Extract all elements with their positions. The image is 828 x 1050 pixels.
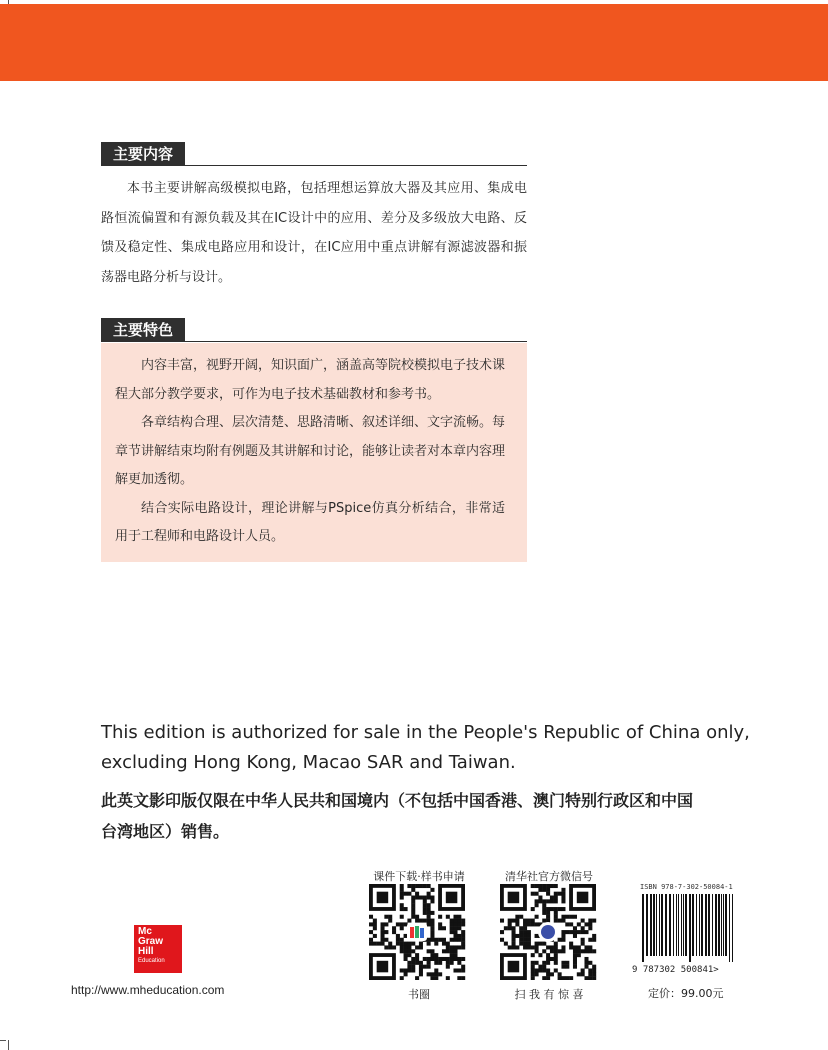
feature-paragraph: 各章结构合理、层次清楚、思路清晰、叙述详细、文字流畅。每章节讲解结束均附有例题及其讲解和讨论，能够让读者对本章内容理解更加透彻。	[115, 415, 506, 487]
logo-text: Graw	[138, 936, 164, 947]
feature-paragraph: 内容丰富，视野开阔，知识面广，涵盖高等院校模拟电子技术课程大部分教学要求，可作为电子技术基础教材和参考书。	[115, 358, 506, 402]
logo-text: Hill	[138, 946, 154, 957]
mcgraw-hill-logo	[134, 925, 182, 973]
features-label: 主要特色	[101, 318, 185, 342]
logo-text: Mc	[138, 926, 152, 937]
main-content-text: 本书主要讲解高级模拟电路，包括理想运算放大器及其应用、集成电路恒流偏置和有源负载及其在IC设计中的应用、差分及多级放大电路、反馈及稳定性、集成电路应用和设计，在IC应用中重点讲解有源滤波器和振荡器电路分析与设计。	[101, 181, 527, 285]
features-box	[101, 343, 527, 562]
main-content-rule	[101, 165, 527, 166]
feature-paragraph: 结合实际电路设计，理论讲解与PSpice仿真分析结合，非常适用于工程师和电路设计人员。	[115, 500, 505, 544]
qr-wechat-title: 清华社官方微信号	[505, 870, 593, 883]
publisher-url: http://www.mheducation.com	[71, 983, 225, 997]
isbn-number-line: 9 787302 500841>	[632, 965, 719, 975]
features-rule	[101, 341, 527, 342]
notice-english-line-1: This edition is authorized for sale in the People's Republic of China only,	[101, 722, 750, 743]
price-label: 定价：99.00元	[648, 987, 724, 1000]
qr-courseware-title: 课件下载·样书申请	[373, 870, 465, 883]
crop-mark-bottom-left-h	[0, 1040, 6, 1041]
cover-top-band	[0, 4, 828, 81]
qr-courseware-caption: 书圈	[408, 988, 430, 1001]
book-stack-icon	[407, 923, 427, 941]
isbn-barcode	[640, 894, 736, 962]
logo-text: Education	[138, 958, 165, 964]
main-content-label: 主要内容	[101, 142, 185, 166]
notice-chinese-line-2: 台湾地区）销售。	[101, 822, 230, 841]
isbn-label: ISBN 978-7-302-50084-1	[640, 883, 733, 891]
notice-chinese-line-1: 此英文影印版仅限在中华人民共和国境内（不包括中国香港、澳门特别行政区和中国	[101, 791, 694, 810]
publisher-seal-icon	[538, 922, 558, 942]
crop-mark-bottom-left-v	[8, 1040, 9, 1050]
qr-wechat-caption: 扫 我 有 惊 喜	[514, 988, 584, 1001]
notice-english-line-2: excluding Hong Kong, Macao SAR and Taiwan.	[101, 752, 516, 773]
